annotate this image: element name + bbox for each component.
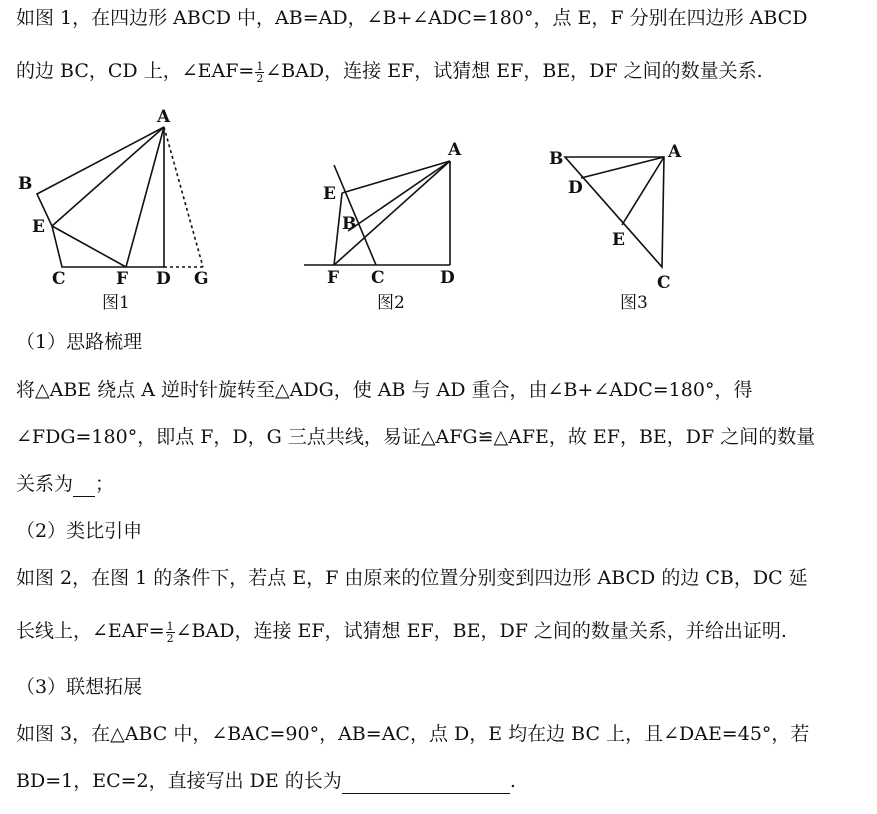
figure-2 [300, 135, 475, 315]
fig2-label-C: C [371, 268, 385, 288]
part1-line2: ∠FDG=180°，即点 F，D，G 三点共线，易证△AFG≌△AFE，故 EF，BE，DF 之间的数量 [16, 426, 816, 448]
part1-heading: （1）思路梳理 [16, 331, 143, 353]
part3-line2 [16, 769, 516, 794]
part2-line1: 如图 2，在图 1 的条件下，若点 E，F 由原来的位置分别变到四边形 ABCD 的边 CB，DC 延 [16, 567, 808, 589]
answer-blank-1[interactable] [73, 472, 95, 497]
fig2-label-D: D [440, 268, 455, 288]
part2-line2 [16, 619, 787, 644]
fig3-caption: 图3 [620, 293, 648, 313]
fig1-caption: 图1 [102, 293, 130, 313]
fig3-label-A: A [668, 142, 682, 162]
problem-intro-line1: 如图 1，在四边形 ABCD 中，AB=AD，∠B+∠ADC=180°，点 E，F 分别在四边形 ABCD [16, 7, 808, 29]
part2-heading: （2）类比引申 [16, 520, 143, 542]
fig2-caption: 图2 [377, 293, 405, 313]
fig1-label-G: G [194, 269, 209, 289]
fig1-label-A: A [157, 107, 171, 127]
part1-line3-text: 关系为 [16, 473, 74, 495]
fig1-label-C: C [52, 269, 66, 289]
answer-blank-2[interactable] [342, 769, 510, 794]
fig1-label-B: B [18, 174, 33, 194]
fig2-label-A: A [448, 140, 462, 160]
fig2-label-B: B [342, 214, 357, 234]
part2-line2-text-b: ∠BAD，连接 EF，试猜想 EF，BE，DF 之间的数量关系，并给出证明. [175, 620, 787, 642]
fig1-label-D: D [156, 269, 171, 289]
figure-1 [10, 100, 225, 315]
fig1-label-F: F [116, 269, 129, 289]
fig3-label-C: C [657, 273, 671, 293]
part1-line3-end: ； [95, 473, 115, 495]
part3-line2-end: . [509, 770, 516, 792]
fraction-one-half-2: $\frac{1}{2}$ [166, 619, 174, 645]
figure-3 [540, 135, 700, 315]
intro-text-a: 的边 BC，CD 上，∠EAF= [16, 60, 255, 82]
fig3-label-E: E [612, 230, 625, 250]
part2-line2-text-a: 长线上，∠EAF= [16, 620, 165, 642]
intro-text-b: ∠BAD，连接 EF，试猜想 EF，BE，DF 之间的数量关系. [265, 60, 763, 82]
part3-heading: （3）联想拓展 [16, 676, 143, 698]
problem-intro-line2 [16, 59, 763, 84]
fraction-one-half: $\frac{1}{2}$ [256, 59, 264, 85]
fig2-label-F: F [327, 268, 340, 288]
part1-line3 [16, 472, 114, 497]
fig1-label-E: E [32, 217, 45, 237]
part1-line1: 将△ABE 绕点 A 逆时针旋转至△ADG，使 AB 与 AD 重合，由∠B+∠ADC=180°，得 [16, 379, 753, 401]
part3-line1: 如图 3，在△ABC 中，∠BAC=90°，AB=AC，点 D，E 均在边 BC 上，且∠DAE=45°，若 [16, 723, 810, 745]
fig3-label-B: B [549, 149, 564, 169]
part3-line2-text: BD=1，EC=2，直接写出 DE 的长为 [16, 770, 342, 792]
fig3-label-D: D [568, 178, 583, 198]
fig2-label-E: E [323, 184, 336, 204]
